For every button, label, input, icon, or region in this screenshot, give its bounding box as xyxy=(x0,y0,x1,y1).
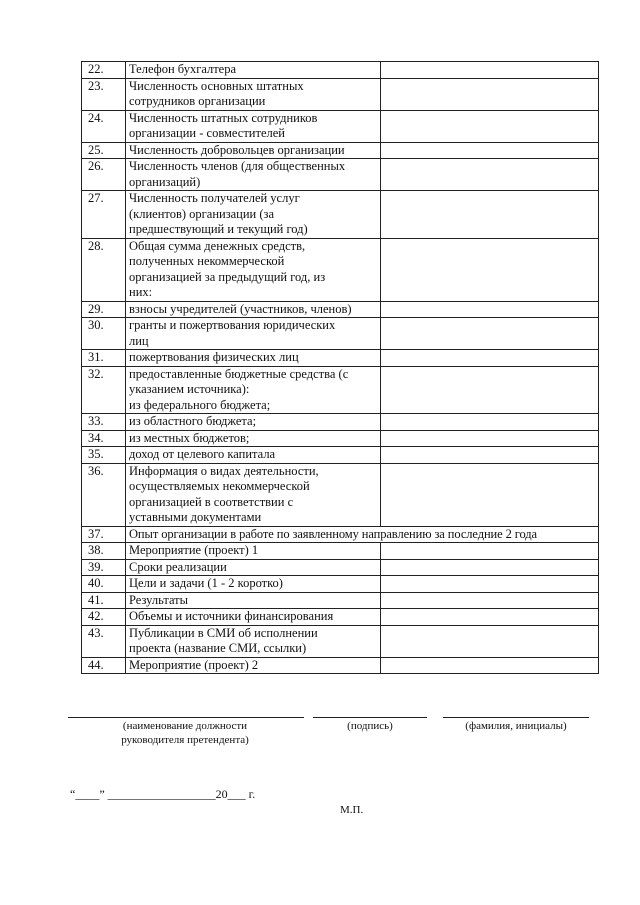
table-row xyxy=(82,318,599,350)
table-row xyxy=(82,301,599,318)
table-row xyxy=(82,592,599,609)
row-value-field[interactable] xyxy=(381,609,599,626)
row-number: 43. xyxy=(82,625,126,657)
row-number: 24. xyxy=(82,110,126,142)
table-row xyxy=(82,625,599,657)
position-caption: (наименование должности руководителя претендента) xyxy=(121,720,249,746)
row-label: Результаты xyxy=(126,592,381,609)
row-value-field[interactable] xyxy=(381,191,599,239)
table-row xyxy=(82,238,599,301)
row-value-field[interactable] xyxy=(381,414,599,431)
table-row xyxy=(82,543,599,560)
table-row xyxy=(82,447,599,464)
row-label: Общая сумма денежных средств, полученных некоммерческой организацией за предыдущий год, из них: xyxy=(126,238,381,301)
row-label: из местных бюджетов; xyxy=(126,430,381,447)
row-label: Численность штатных сотрудников организации - совместителей xyxy=(126,110,381,142)
row-value-field[interactable] xyxy=(381,543,599,560)
row-label: из областного бюджета; xyxy=(126,414,381,431)
row-number: 33. xyxy=(82,414,126,431)
row-label: Мероприятие (проект) 1 xyxy=(126,543,381,560)
row-value-field[interactable] xyxy=(381,576,599,593)
table-row xyxy=(82,430,599,447)
name-signature-line xyxy=(443,717,589,718)
position-signature-line xyxy=(68,717,304,718)
table-row xyxy=(82,159,599,191)
table-row xyxy=(82,78,599,110)
row-label: предоставленные бюджетные средства (с указанием источника): из федерального бюджета; xyxy=(126,366,381,414)
row-number: 38. xyxy=(82,543,126,560)
row-number: 35. xyxy=(82,447,126,464)
row-number: 42. xyxy=(82,609,126,626)
row-value-field[interactable] xyxy=(381,301,599,318)
row-value-field[interactable] xyxy=(381,366,599,414)
row-value-field[interactable] xyxy=(381,159,599,191)
table-row xyxy=(82,559,599,576)
row-number: 32. xyxy=(82,366,126,414)
row-label: гранты и пожертвования юридических лиц xyxy=(126,318,381,350)
row-value-field[interactable] xyxy=(381,350,599,367)
table-row xyxy=(82,62,599,79)
row-label: Цели и задачи (1 - 2 коротко) xyxy=(126,576,381,593)
row-label: Информация о видах деятельности, осуществляемых некоммерческой организацией в соответствии с уставными документами xyxy=(126,463,381,526)
row-value-field[interactable] xyxy=(381,447,599,464)
table-row xyxy=(82,110,599,142)
row-number: 25. xyxy=(82,142,126,159)
row-label: Опыт организации в работе по заявленному направлению за последние 2 года xyxy=(126,526,599,543)
row-value-field[interactable] xyxy=(381,110,599,142)
row-label: Публикации в СМИ об исполнении проекта (название СМИ, ссылки) xyxy=(126,625,381,657)
row-value-field[interactable] xyxy=(381,142,599,159)
row-label: пожертвования физических лиц xyxy=(126,350,381,367)
row-value-field[interactable] xyxy=(381,62,599,79)
row-number: 30. xyxy=(82,318,126,350)
signature-caption: (подпись) xyxy=(347,720,393,732)
stamp-place: М.П. xyxy=(340,804,364,816)
row-label: взносы учредителей (участников, членов) xyxy=(126,301,381,318)
signature-line xyxy=(313,717,427,718)
application-form-table xyxy=(81,61,599,674)
row-label: Мероприятие (проект) 2 xyxy=(126,657,381,674)
row-label: Численность основных штатных сотрудников организации xyxy=(126,78,381,110)
date-line: “____” __________________20___ г. xyxy=(70,787,256,801)
row-number: 27. xyxy=(82,191,126,239)
row-number: 40. xyxy=(82,576,126,593)
row-value-field[interactable] xyxy=(381,238,599,301)
row-number: 41. xyxy=(82,592,126,609)
row-label: Численность получателей услуг (клиентов) организации (за предшествующий и текущий год) xyxy=(126,191,381,239)
table-row xyxy=(82,526,599,543)
row-value-field[interactable] xyxy=(381,559,599,576)
row-label: доход от целевого капитала xyxy=(126,447,381,464)
row-number: 37. xyxy=(82,526,126,543)
table-row xyxy=(82,191,599,239)
row-value-field[interactable] xyxy=(381,78,599,110)
table-row xyxy=(82,657,599,674)
table-row xyxy=(82,350,599,367)
row-label: Численность добровольцев организации xyxy=(126,142,381,159)
row-value-field[interactable] xyxy=(381,463,599,526)
row-number: 29. xyxy=(82,301,126,318)
row-label: Объемы и источники финансирования xyxy=(126,609,381,626)
row-number: 26. xyxy=(82,159,126,191)
row-number: 39. xyxy=(82,559,126,576)
row-label: Сроки реализации xyxy=(126,559,381,576)
row-label: Телефон бухгалтера xyxy=(126,62,381,79)
row-number: 22. xyxy=(82,62,126,79)
table-row xyxy=(82,463,599,526)
row-number: 23. xyxy=(82,78,126,110)
row-value-field[interactable] xyxy=(381,625,599,657)
row-value-field[interactable] xyxy=(381,318,599,350)
table-row xyxy=(82,142,599,159)
row-value-field[interactable] xyxy=(381,657,599,674)
row-value-field[interactable] xyxy=(381,430,599,447)
table-row xyxy=(82,366,599,414)
table-row xyxy=(82,414,599,431)
row-number: 34. xyxy=(82,430,126,447)
name-caption: (фамилия, инициалы) xyxy=(465,720,567,732)
row-value-field[interactable] xyxy=(381,592,599,609)
row-number: 36. xyxy=(82,463,126,526)
table-row xyxy=(82,609,599,626)
row-number: 28. xyxy=(82,238,126,301)
table-row xyxy=(82,576,599,593)
form-table-body xyxy=(82,62,599,674)
row-label: Численность членов (для общественных организаций) xyxy=(126,159,381,191)
row-number: 31. xyxy=(82,350,126,367)
row-number: 44. xyxy=(82,657,126,674)
